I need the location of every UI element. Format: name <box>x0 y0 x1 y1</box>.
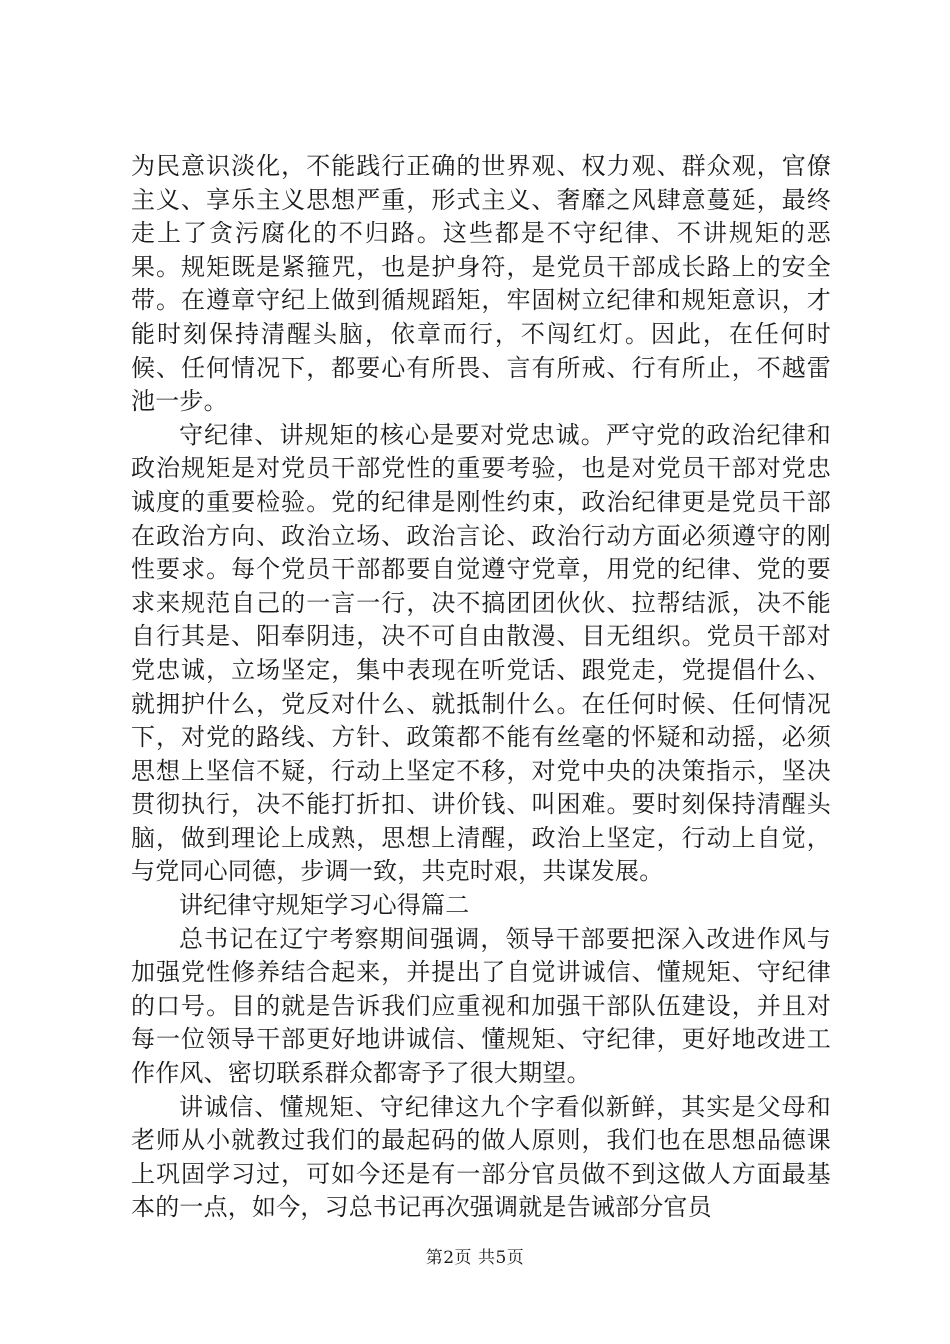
page-number-footer: 第2页 共5页 <box>425 1248 525 1268</box>
paragraph: 守纪律、讲规矩的核心是要对党忠诚。严守党的政治纪律和政治规矩是对党员干部党性的重要考验，也是对党员干部对党忠诚度的重要检验。党的纪律是刚性约束，政治纪律更是党员干部在政治方向、政治立场、政治言论、政治行动方面必须遵守的刚性要求。每个党员干部都要自觉遵守党章，用党的纪律、党的要求来规范自己的一言一行，决不搞团团伙伙、拉帮结派，决不能自行其是、阳奉阴违，决不可自由散漫、目无组织。党员干部对党忠诚，立场坚定，集中表现在听党话、跟党走，党提倡什么、就拥护什么，党反对什么、就抵制什么。在任何时候、任何情况下，对党的路线、方针、政策都不能有丝毫的怀疑和动摇，必须思想上坚信不疑，行动上坚定不移，对党中央的决策指示，坚决贯彻执行，决不能打折扣、讲价钱、叫困难。要时刻保持清醒头脑，做到理论上成熟，思想上清醒，政治上坚定，行动上自觉，与党同心同德，步调一致，共克时艰，共谋发展。 <box>131 420 831 886</box>
paragraph: 总书记在辽宁考察期间强调，领导干部要把深入改进作风与加强党性修养结合起来，并提出了自觉讲诚信、懂规矩、守纪律的口号。目的就是告诉我们应重视和加强干部队伍建设，并且对每一位领导干部更好地讲诚信、懂规矩、守纪律，更好地改进工作作风、密切联系群众都寄予了很大期望。 <box>131 924 831 1088</box>
document-body <box>131 150 831 1225</box>
section-heading: 讲纪律守规矩学习心得篇二 <box>179 891 470 920</box>
paragraph-continuation: 为民意识淡化，不能践行正确的世界观、权力观、群众观，官僚主义、享乐主义思想严重，形式主义、奢靡之风肆意蔓延，最终走上了贪污腐化的不归路。这些都是不守纪律、不讲规矩的恶果。规矩既是紧箍咒，也是护身符，是党员干部成长路上的安全带。在遵章守纪上做到循规蹈矩，牢固树立纪律和规矩意识，才能时刻保持清醒头脑，依章而行，不闯红灯。因此，在任何时候、任何情况下，都要心有所畏、言有所戒、行有所止，不越雷池一步。 <box>131 152 831 416</box>
paragraph: 讲诚信、懂规矩、守纪律这九个字看似新鲜，其实是父母和老师从小就教过我们的最起码的做人原则，我们也在思想品德课上巩固学习过，可如今还是有一部分官员做不到这做人方面最基本的一点，如今，习总书记再次强调就是告诫部分官员 <box>131 1092 831 1222</box>
